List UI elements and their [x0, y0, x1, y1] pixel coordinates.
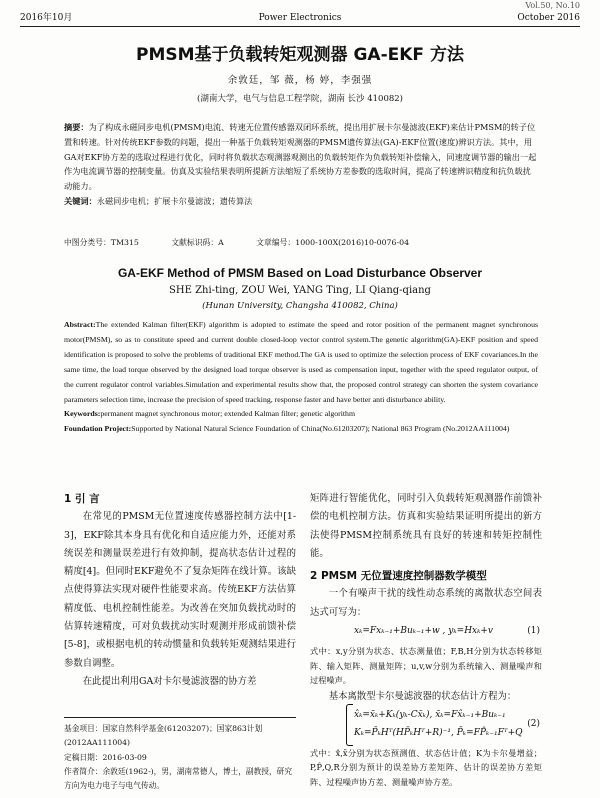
- footnote-fund: 基金项目：国家自然科学基金(61203207)；国家863计划(2012AA111004): [64, 724, 263, 748]
- header-volume: Vol.50, No.10: [525, 1, 580, 10]
- abstract-cn: [64, 120, 538, 209]
- author-list: 余敦廷，邹 薇，杨 婷，李强强: [227, 75, 373, 86]
- equation-2-line-a: x̂ₖ=x̄ₖ+Kₖ(yₖ-Cx̄ₖ), x̄ₖ=Fx̂ₖ₋₁+Buₖ₋₁: [354, 709, 506, 720]
- equation-1: [310, 622, 542, 644]
- equation-2: [310, 706, 542, 746]
- english-title: GA-EKF Method of PMSM Based on Load Disturbance Observer: [117, 266, 483, 280]
- abstract-cn-label: 摘要：: [64, 122, 89, 132]
- keywords-cn: 永磁同步电机；扩展卡尔曼滤波；遗传算法: [96, 195, 253, 206]
- section-2-heading: 2 PMSM 无位置速度控制器数学模型: [310, 570, 487, 583]
- running-header: [0, 0, 600, 27]
- header-date-en: October 2016: [517, 13, 580, 23]
- document-code: 文献标识码：A: [171, 238, 224, 247]
- equation-1-body: xₖ=Fxₖ₋₁+Buₖ₋₁+w , yₖ=Hxₖ+v: [354, 626, 494, 637]
- equation-2-number: (2): [527, 718, 540, 729]
- intro-paragraph-2: 在此提出利用GA对卡尔曼滤波器的协方差: [82, 675, 257, 687]
- header-date-cn: 2016年10月: [20, 13, 73, 23]
- equation-1-number: (1): [527, 626, 540, 637]
- affiliation: (湖南大学，电气与信息工程学院，湖南 长沙 410082): [197, 94, 403, 104]
- header-journal: Power Electronics: [258, 13, 342, 23]
- right-paragraph-3: 式中：x,y分别为状态、状态测量值；F,B,H分别为状态转移矩阵、输入矩阵、测量矩阵；u,v,w分别为系统输入、测量噪声和过程噪声。: [310, 646, 542, 686]
- abstract-en: [64, 318, 538, 437]
- equation-2-line-b: Kₖ=P̄ₖHᵀ(HP̄ₖHᵀ+R)⁻¹, P̄ₖ=FP̂ₖ₋₁Fᵀ+Q: [354, 727, 523, 738]
- equation-2-brace: [346, 704, 353, 746]
- right-paragraph-2: 一个有噪声干扰的线性动态系统的离散状态空间表达式可写为：: [310, 588, 542, 618]
- section-1-heading: 1 引 言: [64, 493, 100, 505]
- header-rule: [20, 26, 580, 27]
- clc-number: 中图分类号：TM315: [64, 238, 139, 247]
- keywords-en-label: Keywords:: [64, 409, 101, 419]
- footnote-block: [64, 717, 296, 793]
- left-column: [64, 490, 296, 691]
- abstract-en-text: The extended Kalman filter(EKF) algorithm is adopted to estimate the speed and rotor position of the permanent magnet synchronous motor(PMSM), so as to constitute speed and current double closed-loop vector control system.The genetic algorithm(GA)-EKF position and speed identification is proposed to solve the problems of traditional EKF method.The GA is used to optimize the selection process of EKF covariances.In the same time, the load torque observed by the designed load torque observer is used as compensation input, together with the speed regulator output, of the current regulator control variables.Simulation and experimental results show that, the proposed control strategy can shorten the system covariance parameters selection time, increase the precision of speed tracking, response faster and have better anti disturbance ability.: [64, 320, 538, 404]
- english-authors: SHE Zhi-ting, ZOU Wei, YANG Ting, LI Qiang-qiang: [169, 285, 431, 296]
- keywords-cn-label: 关键词：: [64, 195, 97, 206]
- keywords-en: permanent magnet synchronous motor; extended Kalman filter; genetic algorithm: [100, 409, 356, 419]
- foundation-text: Supported by National Natural Science Foundation of China(No.61203207); National 863 Program (No.2012AA111004): [131, 424, 510, 434]
- abstract-cn-text: 为了构成永磁同步电机(PMSM)电流、转速无位置传感器双闭环系统，提出用扩展卡尔曼滤波(EKF)来估计PMSM的转子位置和转速。针对传统EKF参数的问题，提出一种基于负载转矩观测器的PMSM遗传算法(GA)-EKF位置(速度)辨识方法。其中，用GA对EKF协方差的选取过程进行优化，同时将负载状态观测器观测出的负载转矩作为负载转矩补偿输入，同速度调节器的输出一起作为电流调节器的控制变量。仿真及实验结果表明所提新方法缩短了系统协方差参数的选取时间，提高了转速辨识精度和抗负载扰动能力。: [64, 122, 537, 192]
- foundation-label: Foundation Project:: [64, 424, 132, 434]
- abstract-en-label: Abstract:: [64, 320, 96, 329]
- english-affiliation: (Hunan University, Changsha 410082, China): [202, 301, 398, 311]
- footnote-author: 作者简介：余敦廷(1962-)，男，湖南常德人，博士，副教授，研究方向为电力电子与电气传动。: [64, 766, 293, 791]
- right-paragraph-5: 式中：x̂,x̄分别为状态预测值、状态估计值；K为卡尔曼增益；P,P̂,Q,R分别为预计的误差协方差矩阵、估计的误差协方差矩阵、过程噪声协方差、测量噪声协方差。: [310, 747, 542, 787]
- intro-paragraph-1: 在常见的PMSM无位置速度传感器控制方法中[1-3]，EKF除其本身具有优化和自适应能力外，还能对系统误差和测量误差进行有效抑制，提高状态估计过程的精度[4]。但同时EKF避免不了复杂矩阵在线计算。该缺点使得算法实现对硬件性能要求高。传统EKF方法估算精度低、电机控制性能差。为改善在突加负载扰动时的估算转速精度，可对负载扰动实时观测并形成前馈补偿[5-8]，或根据电机的转动惯量和负载转矩观测结果进行参数自调整。: [64, 511, 296, 669]
- classification-line: [64, 237, 538, 248]
- right-column: [310, 490, 542, 789]
- right-paragraph-1: 矩阵进行智能优化，同时引入负载转矩观测器作前馈补偿的电机控制方法。仿真和实验结果证明所提出的新方法使得PMSM控制系统具有良好的转速和转矩控制性能。: [310, 493, 542, 559]
- article-number: 文章编号：1000-100X(2016)10-0076-04: [256, 238, 410, 247]
- footnote-date: 定稿日期：2016-03-09: [64, 752, 147, 762]
- right-paragraph-4: 基本离散型卡尔曼滤波器的状态估计方程为：: [328, 690, 517, 702]
- paper-title: PMSM基于负载转矩观测器 GA-EKF 方法: [136, 45, 464, 65]
